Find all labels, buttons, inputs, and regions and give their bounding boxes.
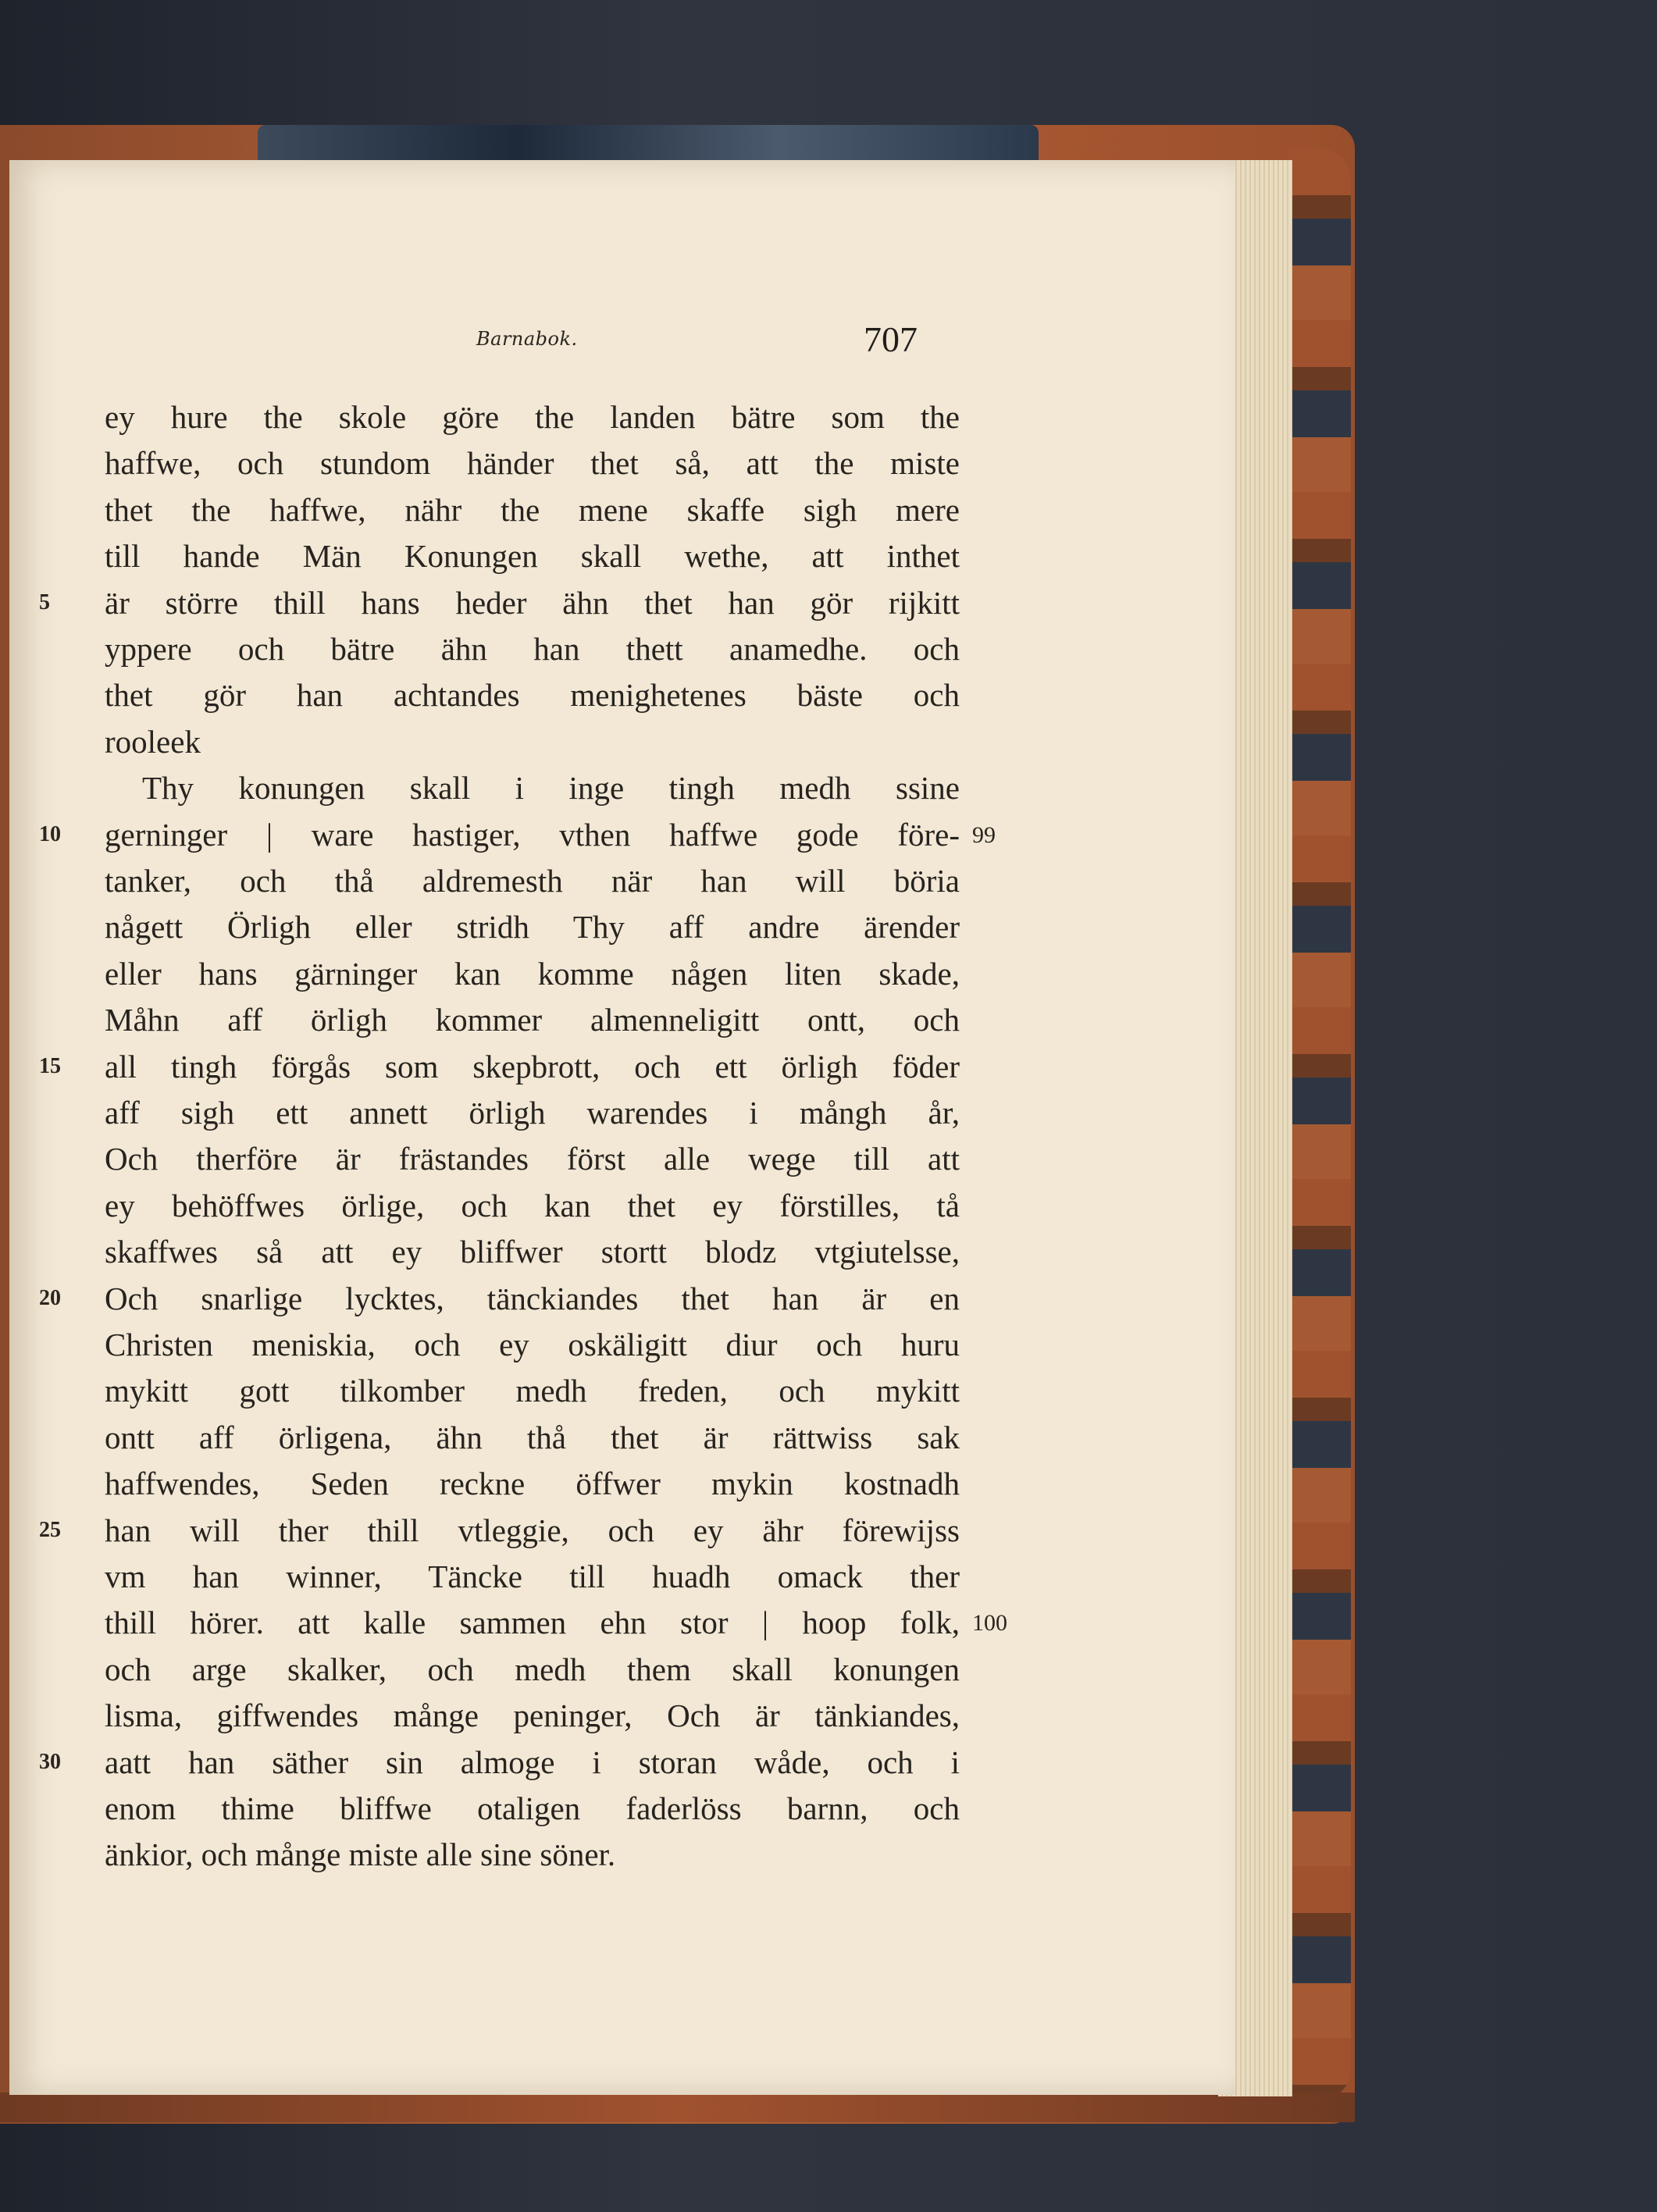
text-line: haffwendes, Seden reckne öffwer mykin kostnadh	[105, 1466, 960, 1501]
page-number: 707	[864, 319, 918, 359]
text-line: ontt aff örligena, ähn thå thet är rättwiss sak	[105, 1419, 960, 1455]
text-line: skaffwes så att ey bliffwer stortt blodz vtgiutelsse,	[105, 1234, 960, 1270]
book-bottom-edge	[0, 2093, 1355, 2122]
text-line: tanker, och thå aldremesth när han will böria	[105, 863, 960, 899]
text-line: Och snarlige lycktes, tänckiandes thet han är en	[105, 1281, 960, 1316]
text-line: någett Örligh eller stridh Thy aff andre ärender	[105, 909, 960, 945]
running-head: Barnabok.	[476, 328, 578, 350]
text-line: aatt han säther sin almoge i storan wåde, och i	[105, 1744, 960, 1780]
line-number: 30	[39, 1750, 61, 1774]
text-line: Och therföre är frästandes först alle wege till att	[105, 1141, 960, 1177]
text-line: Måhn aff örligh kommer almenneligitt ontt, och	[105, 1002, 960, 1038]
line-number: 15	[39, 1054, 61, 1078]
text-line: vm han winner, Täncke till huadh omack ther	[105, 1558, 960, 1594]
text-line: rooleek	[105, 724, 201, 760]
text-line: ey behöffwes örlige, och kan thet ey förstilles, tå	[105, 1188, 960, 1224]
text-line: thet the haffwe, nähr the mene skaffe sigh mere	[105, 492, 960, 528]
line-number: 20	[39, 1286, 61, 1310]
line-number: 25	[39, 1518, 61, 1542]
text-line: eller hans gärninger kan komme någen liten skade,	[105, 956, 960, 992]
margin-page-reference: 100	[972, 1610, 1007, 1636]
line-number: 5	[39, 590, 50, 614]
margin-page-reference: 99	[972, 822, 996, 848]
text-line: thet gör han achtandes menighetenes bäste och	[105, 677, 960, 713]
text-line: till hande Män Konungen skall wethe, att inthet	[105, 538, 960, 574]
text-line: Christen meniskia, och ey oskäligitt diur och huru	[105, 1327, 960, 1362]
line-number: 10	[39, 822, 61, 846]
text-line: lisma, giffwendes månge peninger, Och är tänkiandes,	[105, 1697, 960, 1733]
text-line: är större thill hans heder ähn thet han gör rijkitt	[105, 585, 960, 621]
text-line: och arge skalker, och medh them skall konungen	[105, 1651, 960, 1687]
text-line: gerninger | ware hastiger, vthen haffwe gode före-	[105, 817, 960, 853]
book-top-edge	[258, 125, 1039, 162]
text-line: han will ther thill vtleggie, och ey ähr förewijss	[105, 1512, 960, 1548]
text-line: thill hörer. att kalle sammen ehn stor | hoop folk,	[105, 1605, 960, 1640]
page-header	[0, 319, 1657, 365]
text-line: yppere och bätre ähn han thett anamedhe. och	[105, 631, 960, 667]
text-line: Thy konungen skall i inge tingh medh ssine	[142, 770, 960, 806]
text-line: änkior, och månge miste alle sine söner.	[105, 1836, 616, 1872]
text-line: haffwe, och stundom händer thet så, att the miste	[105, 445, 960, 481]
text-line: ey hure the skole göre the landen bätre som the	[105, 399, 960, 435]
body-text	[0, 398, 1657, 1921]
text-line: enom thime bliffwe otaligen faderlöss barnn, och	[105, 1790, 960, 1826]
text-line: aff sigh ett annett örligh warendes i mångh år,	[105, 1095, 960, 1131]
text-line: mykitt gott tilkomber medh freden, och mykitt	[105, 1373, 960, 1409]
text-line: all tingh förgås som skepbrott, och ett örligh föder	[105, 1049, 960, 1085]
